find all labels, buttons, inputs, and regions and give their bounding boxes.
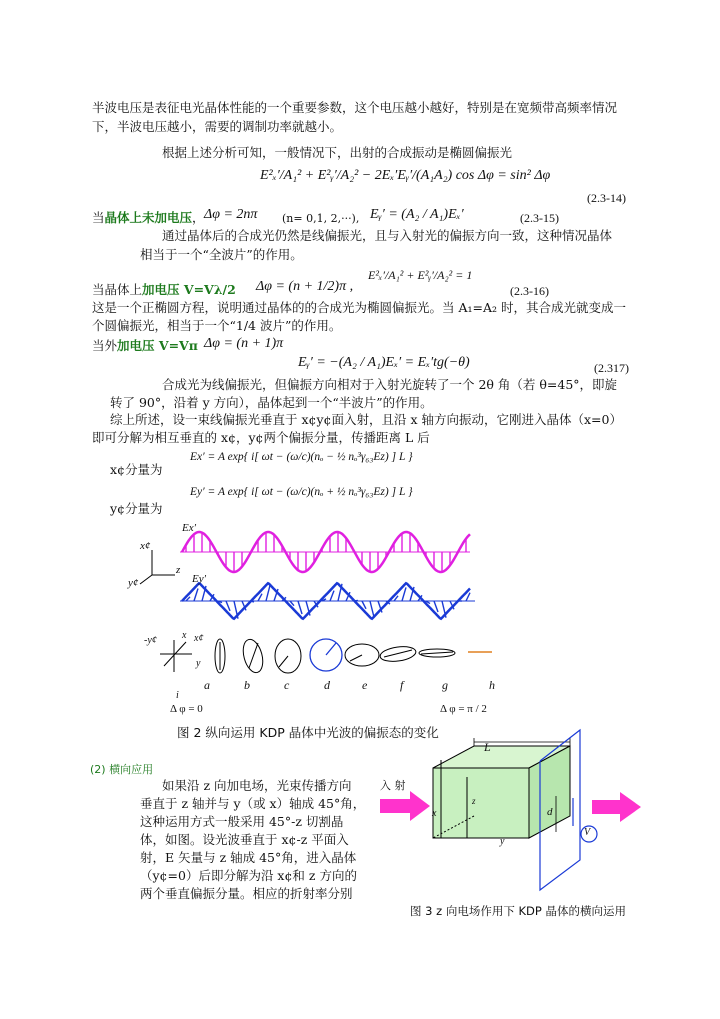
transverse-line-5: 射，E 矢量与 z 轴成 45°角，进入晶体 bbox=[140, 850, 357, 865]
case1-prefix: 当 bbox=[92, 210, 105, 225]
incident-arrow-icon bbox=[380, 791, 430, 821]
incident-label: 入 射 bbox=[380, 779, 406, 792]
axis-x-label: x¢ bbox=[140, 540, 151, 552]
case2-desc-line1: 这是一个正椭圆方程，说明通过晶体的的合成光为椭圆偏振光。当 A₁=A₂ 时，其合成光就变成一 bbox=[92, 300, 626, 315]
equation-number-15: (2.3-15) bbox=[520, 211, 559, 225]
case1-n-range: (n= 0,1, 2,···), bbox=[282, 212, 360, 225]
state-letter-a: a bbox=[204, 678, 210, 692]
crystal-d-label: d bbox=[547, 806, 553, 818]
case1-highlight: 晶体上未加电压 bbox=[104, 210, 193, 225]
state-a-icon bbox=[215, 639, 225, 673]
state-letter-i: i bbox=[176, 690, 179, 701]
crystal-z-label: z bbox=[472, 796, 476, 806]
state-c-icon bbox=[275, 639, 301, 673]
transverse-line-4: 体，如图。设光波垂直于 x¢-z 平面入 bbox=[140, 832, 349, 847]
state-f-icon bbox=[379, 645, 417, 664]
case1-sep: ， bbox=[192, 210, 205, 225]
field-arrow bbox=[250, 601, 254, 602]
case2-equation: Δφ = (n + 1/2)π , bbox=[256, 279, 354, 294]
transverse-line-6: （y¢=0）后即分解为沿 x¢和 z 方向的 bbox=[140, 868, 357, 883]
axis-z-label: z bbox=[176, 564, 181, 576]
x-component-label: x¢分量为 bbox=[110, 462, 163, 477]
summary-line2: 即可分解为相互垂直的 x¢，y¢两个偏振分量，传播距离 L 后 bbox=[92, 430, 430, 445]
state-d-icon bbox=[310, 639, 342, 671]
transverse-line-1: 如果沿 z 向加电场，光束传播方向 bbox=[162, 778, 352, 793]
case2-highlight: 加电压 V=Vλ/2 bbox=[142, 282, 236, 297]
field-arrow bbox=[362, 601, 366, 609]
state-letter-f: f bbox=[400, 678, 404, 692]
equation-number-14: (2.3-14) bbox=[587, 191, 626, 205]
wave-y-label: Ey′ bbox=[192, 573, 207, 585]
equation-number-16: (2.3-16) bbox=[510, 284, 549, 298]
case3-desc-line2: 转了 90°，沿着 y 方向），晶体起到一个“半波片”的作用。 bbox=[110, 395, 433, 410]
field-arrow bbox=[402, 587, 406, 601]
state-axis-neg-y-label: -y¢ bbox=[144, 635, 157, 646]
axes-icon bbox=[140, 550, 175, 584]
case3-equation-2: Eᵧ′ = −(A₂ / A₁)Eₓ′ = Eₓ′tg(−θ) bbox=[298, 355, 470, 370]
crystal-box bbox=[433, 746, 570, 838]
state-letter-h: h bbox=[489, 678, 495, 692]
phase-right-label: Δ φ = π / 2 bbox=[440, 703, 487, 715]
transverse-line-3: 这种运用方式一般采用 45°-z 切割晶 bbox=[140, 814, 344, 829]
field-arrow bbox=[370, 601, 374, 617]
field-arrow bbox=[330, 591, 334, 601]
case3-prefix: 当外 bbox=[92, 338, 118, 353]
field-arrow bbox=[298, 601, 302, 614]
field-arrow bbox=[194, 589, 198, 602]
para2: 根据上述分析可知，一般情况下，出射的合成振动是椭圆偏振光 bbox=[162, 145, 513, 160]
equation-ellipse: E²ₓ′/A₁² + E²ᵧ′/A₂² − 2Eₓ′Eᵧ′/(A₁A₂) cos Δφ = sin² Δφ bbox=[260, 168, 551, 183]
field-arrow bbox=[466, 593, 470, 601]
case3-highlight: 加电压 V=Vπ bbox=[117, 338, 198, 353]
state-g-icon bbox=[419, 649, 455, 657]
state-letter-d: d bbox=[324, 678, 330, 692]
state-axis-x2-label: x¢ bbox=[194, 633, 204, 644]
case1-equation-2: Eᵧ′ = (A₂ / A₁)Eₓ′ bbox=[370, 207, 464, 222]
case1-desc-line1: 通过晶体后的合成光仍然是线偏振光，且与入射光的偏振方向一致，这种情况晶体 bbox=[162, 228, 613, 243]
axis-y-label: y¢ bbox=[128, 577, 139, 589]
field-arrow bbox=[434, 601, 438, 612]
equation-ex: Ex′ = A exp{ i[ ωt − (ω/c)(nₒ − ½ nₒ³γ₆₃Ez) ] L } bbox=[190, 451, 413, 463]
equation-ey: Ey′ = A exp{ i[ ωt − (ω/c)(nₒ + ½ nₒ³γ₆₃Ez) ] L } bbox=[190, 486, 413, 498]
figure3-caption: 图 3 z 向电场作用下 KDP 晶体的横向运用 bbox=[410, 904, 626, 918]
case2-prefix: 当晶体上 bbox=[92, 282, 143, 297]
para1-line1: 半波电压是表征电光晶体性能的一个重要参数，这个电压越小越好，特别是在宽频带高频率情况 bbox=[92, 100, 618, 115]
para1-line2: 下，半波电压越小，需要的调制功率就越小。 bbox=[92, 119, 343, 134]
output-arrow-icon bbox=[592, 792, 641, 822]
case1-desc-line2: 相当于一个“全波片”的作用。 bbox=[140, 247, 303, 262]
case3-equation: Δφ = (n + 1)π bbox=[204, 336, 284, 351]
field-arrow bbox=[354, 601, 358, 602]
equation-number-17: (2.317) bbox=[594, 361, 629, 375]
phase-left-label: Δ φ = 0 bbox=[170, 703, 203, 715]
state-letter-e: e bbox=[362, 678, 368, 692]
case1-equation: Δφ = 2nπ bbox=[204, 207, 258, 222]
state-b-icon bbox=[240, 637, 266, 675]
figure2-caption: 图 2 纵向运用 KDP 晶体中光波的偏振态的变化 bbox=[177, 725, 439, 740]
summary-line1: 综上所述，设一束线偏振光垂直于 x¢y¢面入射，且沿 x 轴方向振动，它刚进入晶体（x=0） bbox=[110, 412, 622, 427]
polarization-axes-icon bbox=[160, 640, 192, 672]
case3-desc-line1: 合成光为线偏振光，但偏振方向相对于入射光旋转了一个 2θ 角（若 θ=45°，即旋 bbox=[162, 377, 618, 392]
transverse-line-7: 两个垂直偏振分量。相应的折射率分别 bbox=[140, 886, 353, 901]
state-axis-y-label: y bbox=[196, 658, 201, 669]
transverse-line-2: 垂直于 z 轴并与 y（或 x）轴成 45°角， bbox=[140, 796, 366, 811]
field-arrow bbox=[266, 585, 270, 601]
voltage-label: V bbox=[584, 827, 591, 838]
crystal-x-label: x bbox=[432, 808, 437, 819]
state-axis-x-label: x bbox=[182, 630, 187, 641]
wave-x-label: Ex′ bbox=[182, 522, 197, 534]
length-label: L bbox=[484, 740, 491, 754]
state-e-icon bbox=[345, 644, 379, 666]
section-heading: (2) 横向应用 bbox=[90, 763, 154, 776]
state-letter-c: c bbox=[284, 678, 290, 692]
state-letter-b: b bbox=[244, 678, 250, 692]
case2-equation-2: E²ₓ′/A₁² + E²ᵧ′/A₂² = 1 bbox=[368, 268, 473, 282]
crystal-y-label: y bbox=[500, 836, 505, 847]
field-arrow bbox=[226, 601, 230, 611]
case2-desc-line2: 个圆偏振光，相当于一个“1/4 波片”的作用。 bbox=[92, 318, 342, 333]
state-letter-g: g bbox=[442, 678, 448, 692]
y-component-label: y¢分量为 bbox=[110, 501, 163, 516]
